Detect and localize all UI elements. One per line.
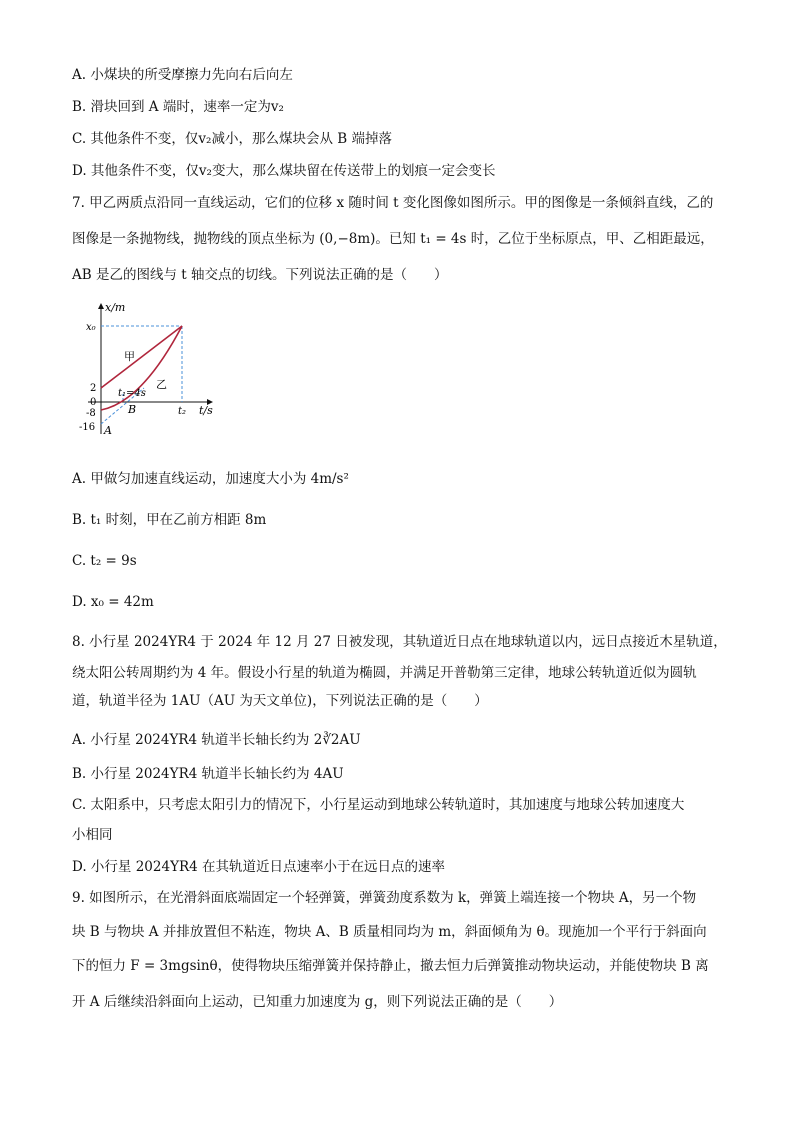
label-jia: 甲 <box>124 350 135 363</box>
point-a: A <box>104 424 112 437</box>
q8-option-d: D. 小行星 2024YR4 在其轨道近日点速率小于在远日点的速率 <box>72 859 446 875</box>
tick-x0: x₀ <box>86 322 96 333</box>
q8-stem-line-2: 绕太阳公转周期约为 4 年。假设小行星的轨道为椭圆，并满足开普勒第三定律，地球公转轨道近似为圆轨 <box>72 665 697 681</box>
q9-stem-line-1: 9. 如图所示，在光滑斜面底端固定一个轻弹簧，弹簧劲度系数为 k，弹簧上端连接一个物块 A，另一个物 <box>72 890 697 906</box>
tick-2: 2 <box>90 383 97 394</box>
q6-option-a: A. 小煤块的所受摩擦力先向右后向左 <box>72 67 293 83</box>
tick-t2: t₂ <box>178 406 187 417</box>
q8-stem-line-3: 道，轨道半径为 1AU（AU 为天文单位)，下列说法正确的是（ ） <box>72 693 488 709</box>
q7-figure <box>72 298 272 448</box>
q6-option-c: C. 其他条件不变，仅v₂减小，那么煤块会从 B 端掉落 <box>72 131 392 147</box>
q9-stem-line-3: 下的恒力 F = 3mgsinθ，使得物块压缩弹簧并保持静止，撤去恒力后弹簧推动物块运动，并能使物块 B 离 <box>72 958 709 974</box>
q7-stem-line-1: 7. 甲乙两质点沿同一直线运动，它们的位移 x 随时间 t 变化图像如图所示。甲的图像是一条倾斜直线，乙的 <box>72 195 714 211</box>
q7-option-c: C. t₂ = 9s <box>72 553 137 569</box>
label-yi: 乙 <box>156 378 167 391</box>
q8-option-c-line-2: 小相同 <box>72 827 113 843</box>
q7-option-d: D. x₀ = 42m <box>72 594 154 610</box>
q7-option-a: A. 甲做匀加速直线运动，加速度大小为 4m/s² <box>72 471 349 487</box>
tick-neg8: -8 <box>86 408 96 419</box>
q9-stem-line-4: 开 A 后继续沿斜面向上运动，已知重力加速度为 g，则下列说法正确的是（ ） <box>72 994 563 1010</box>
q7-stem-line-3: AB 是乙的图线与 t 轴交点的切线。下列说法正确的是（ ） <box>72 267 448 283</box>
q7-stem-line-2: 图像是一条抛物线，抛物线的顶点坐标为 (0,−8m)。已知 t₁ = 4s 时，乙位于坐标原点，甲、乙相距最远， <box>72 231 714 247</box>
tick-0: 0 <box>90 397 97 408</box>
q8-option-c-line-1: C. 太阳系中，只考虑太阳引力的情况下，小行星运动到地球公转轨道时，其加速度与地球公转加速度大 <box>72 797 685 813</box>
q7-option-b: B. t₁ 时刻，甲在乙前方相距 8m <box>72 512 267 528</box>
x-axis-label: t/s <box>199 404 213 417</box>
q9-stem-line-2: 块 B 与物块 A 并排放置但不粘连，物块 A、B 质量相同均为 m，斜面倾角为 θ。现施加一个平行于斜面向 <box>72 924 707 940</box>
q6-option-d: D. 其他条件不变，仅v₂变大，那么煤块留在传送带上的划痕一定会变长 <box>72 163 496 179</box>
q6-option-b: B. 滑块回到 A 端时，速率一定为v₂ <box>72 99 284 115</box>
y-axis-label: x/m <box>105 301 126 314</box>
tick-t1: t₁=4s <box>118 388 146 399</box>
q8-option-b: B. 小行星 2024YR4 轨道半长轴长约为 4AU <box>72 766 344 782</box>
tick-neg16: -16 <box>79 422 96 433</box>
point-b: B <box>128 403 137 416</box>
q8-option-a: A. 小行星 2024YR4 轨道半长轴长约为 2∛2AU <box>72 732 361 748</box>
q8-stem-line-1: 8. 小行星 2024YR4 于 2024 年 12 月 27 日被发现，其轨道近日点在地球轨道以内，远日点接近木星轨道， <box>72 634 727 650</box>
jia-line <box>101 326 182 388</box>
